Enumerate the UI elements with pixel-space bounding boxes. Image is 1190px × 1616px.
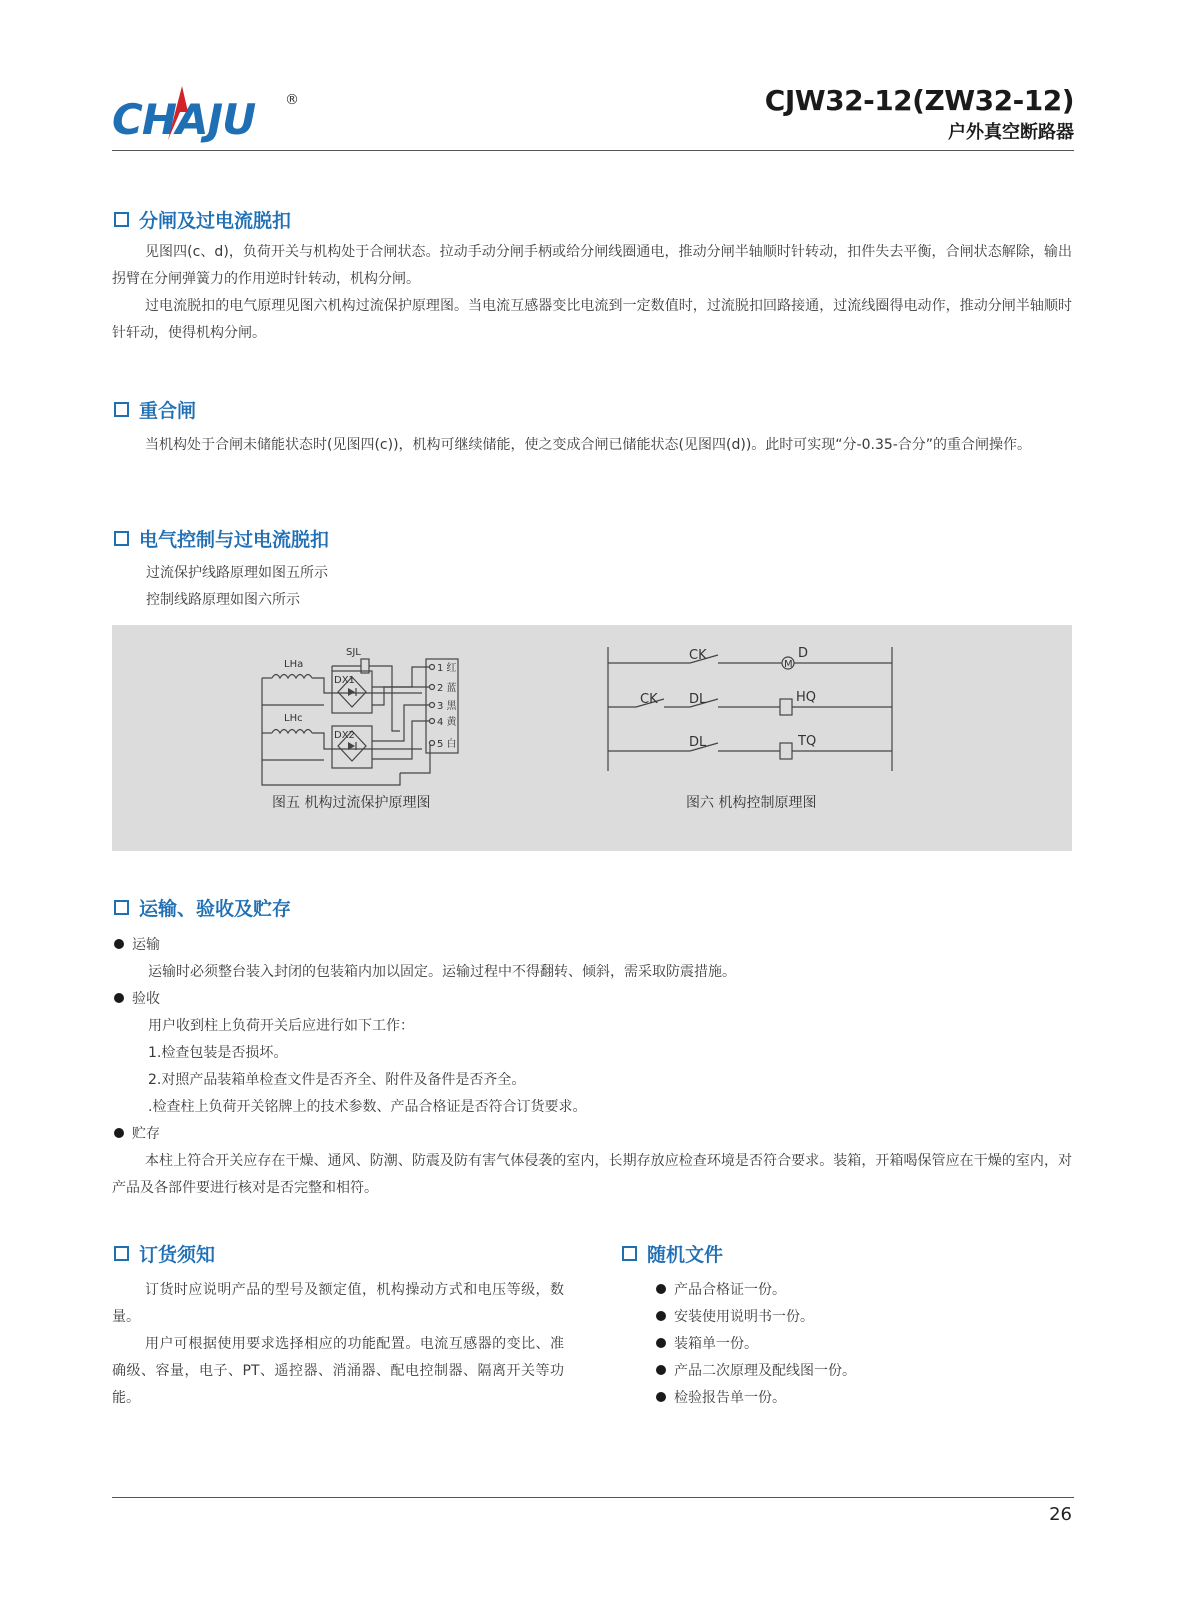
hq-coil [780, 699, 792, 715]
label-dl: DL [689, 735, 707, 750]
section-title-text: 随机文件 [647, 1244, 724, 1266]
acceptance-item: 1.检查包装是否损坏。 [148, 1045, 288, 1061]
tq-coil [780, 743, 792, 759]
reclosing-paragraph: 当机构处于合闸未储能状态时(见图四(c))，机构可继续储能，使之变成合闸已储能状态(见图四(d))。此时可实现“分-0.35-合分”的重合闸操作。 [145, 437, 1032, 453]
section-title-text: 重合闸 [139, 400, 197, 422]
label-lhc: LHc [284, 713, 303, 724]
figure6-caption: 图六 机构控制原理图 [686, 795, 817, 811]
opening-paragraph-1: 见图四(c、d)，负荷开关与机构处于合闸状态。拉动手动分闸手柄或给分闸线圈通电，推动分闸半轴顺时针转动，扣件失去平衡，合闸状态解除，输出拐臂在分闸弹簧力的作用逆时针转动，机构分闸。 [112, 244, 1072, 287]
checkbox-square-icon [114, 900, 129, 915]
header-divider [112, 150, 1074, 151]
bullet-label: 贮存 [132, 1126, 160, 1142]
section-title-reclosing [114, 396, 196, 423]
checkbox-square-icon [114, 212, 129, 227]
acceptance-item: .检查柱上负荷开关铭牌上的技术参数、产品合格证是否符合订货要求。 [148, 1099, 587, 1115]
transport-text: 运输时必须整台装入封闭的包装箱内加以固定。运输过程中不得翻转、倾斜，需采取防震措施。 [148, 964, 736, 980]
section-title-text: 运输、验收及贮存 [139, 898, 292, 920]
document-item: 装箱单一份。 [656, 1331, 758, 1358]
label-tq: TQ [798, 734, 817, 749]
footer-divider [112, 1497, 1074, 1498]
page-number: 26 [1049, 1504, 1072, 1525]
section-title-text: 电气控制与过电流脱扣 [139, 529, 330, 551]
bullet-dot-icon [114, 1128, 124, 1138]
section-title-transport [114, 894, 291, 921]
ordering-paragraph-2: 用户可根据使用要求选择相应的功能配置。电流互感器的变比、准确级、容量，电子、PT、遥控器、消涌器、配电控制器、隔离开关等功能。 [112, 1336, 564, 1406]
chaju-logo [112, 82, 312, 154]
terminal-label: 5 白 [437, 739, 457, 750]
model-subtitle: 户外真空断路器 [948, 122, 1074, 143]
section-title-documents [622, 1240, 723, 1267]
label-dl: DL [689, 692, 707, 707]
terminal-label: 4 黄 [437, 717, 457, 728]
label-dx1: DX1 [334, 675, 355, 686]
acceptance-intro: 用户收到柱上负荷开关后应进行如下工作： [148, 1018, 414, 1034]
diagram-panel [112, 625, 1072, 851]
document-item: 安装使用说明书一份。 [656, 1304, 814, 1331]
terminal-label: 2 蓝 [437, 683, 457, 694]
label-lha: LHa [284, 659, 304, 670]
bullet-acceptance [114, 986, 160, 1013]
document-item: 产品二次原理及配线图一份。 [656, 1358, 856, 1385]
terminal-label: 1 红 [437, 663, 457, 674]
section-title-text: 订货须知 [139, 1244, 216, 1266]
logo-text: CHAJU [112, 95, 256, 144]
electrical-line-1: 过流保护线路原理如图五所示 [146, 565, 328, 581]
label-ck: CK [689, 648, 707, 663]
bullet-dot-icon [656, 1284, 666, 1294]
bullet-storage [114, 1121, 160, 1148]
section-title-electrical [114, 525, 329, 552]
storage-text: 本柱上符合开关应存在干燥、通风、防潮、防震及防有害气体侵袭的室内，长期存放应检查环境是否符合要求。装箱，开箱喝保管应在干燥的室内，对产品及各部件要进行核对是否完整和相符。 [112, 1153, 1072, 1196]
opening-paragraph-2: 过电流脱扣的电气原理见图六机构过流保护原理图。当电流互感器变比电流到一定数值时，过流脱扣回路接通，过流线圈得电动作，推动分闸半轴顺时针轩动，使得机构分闸。 [112, 298, 1072, 341]
label-hq: HQ [796, 690, 817, 705]
label-ck: CK [640, 692, 658, 707]
label-sjl: SJL [346, 647, 361, 658]
registered-mark: ® [285, 92, 299, 108]
section-title-ordering [114, 1240, 215, 1267]
bullet-label: 运输 [132, 937, 160, 953]
terminal-label: 3 黑 [437, 701, 457, 712]
checkbox-square-icon [114, 402, 129, 417]
figure6-circuit [608, 647, 892, 771]
document-item: 产品合格证一份。 [656, 1277, 786, 1304]
ordering-paragraph-1: 订货时应说明产品的型号及额定值，机构操动方式和电压等级，数量。 [112, 1282, 564, 1325]
bullet-dot-icon [114, 939, 124, 949]
figure5-caption: 图五 机构过流保护原理图 [272, 795, 431, 811]
section-title-text: 分闸及过电流脱扣 [139, 210, 292, 232]
bullet-dot-icon [656, 1338, 666, 1348]
bullet-dot-icon [656, 1392, 666, 1402]
lha-coil [272, 675, 312, 679]
model-title: CJW32-12(ZW32-12) [764, 84, 1074, 117]
bullet-dot-icon [656, 1365, 666, 1375]
checkbox-square-icon [114, 531, 129, 546]
bullet-dot-icon [114, 993, 124, 1003]
checkbox-square-icon [622, 1246, 637, 1261]
bullet-dot-icon [656, 1311, 666, 1321]
circuit-diagrams [112, 625, 1072, 851]
document-item: 检验报告单一份。 [656, 1385, 786, 1412]
section-title-opening [114, 206, 291, 233]
label-m: M [784, 659, 793, 670]
bullet-transport [114, 932, 160, 959]
acceptance-item: 2.对照产品装箱单检查文件是否齐全、附件及备件是否齐全。 [148, 1072, 526, 1088]
lhc-coil [272, 730, 312, 734]
label-d: D [798, 646, 809, 661]
label-dx2: DX2 [334, 730, 355, 741]
electrical-line-2: 控制线路原理如图六所示 [146, 592, 300, 608]
checkbox-square-icon [114, 1246, 129, 1261]
bullet-label: 验收 [132, 991, 160, 1007]
